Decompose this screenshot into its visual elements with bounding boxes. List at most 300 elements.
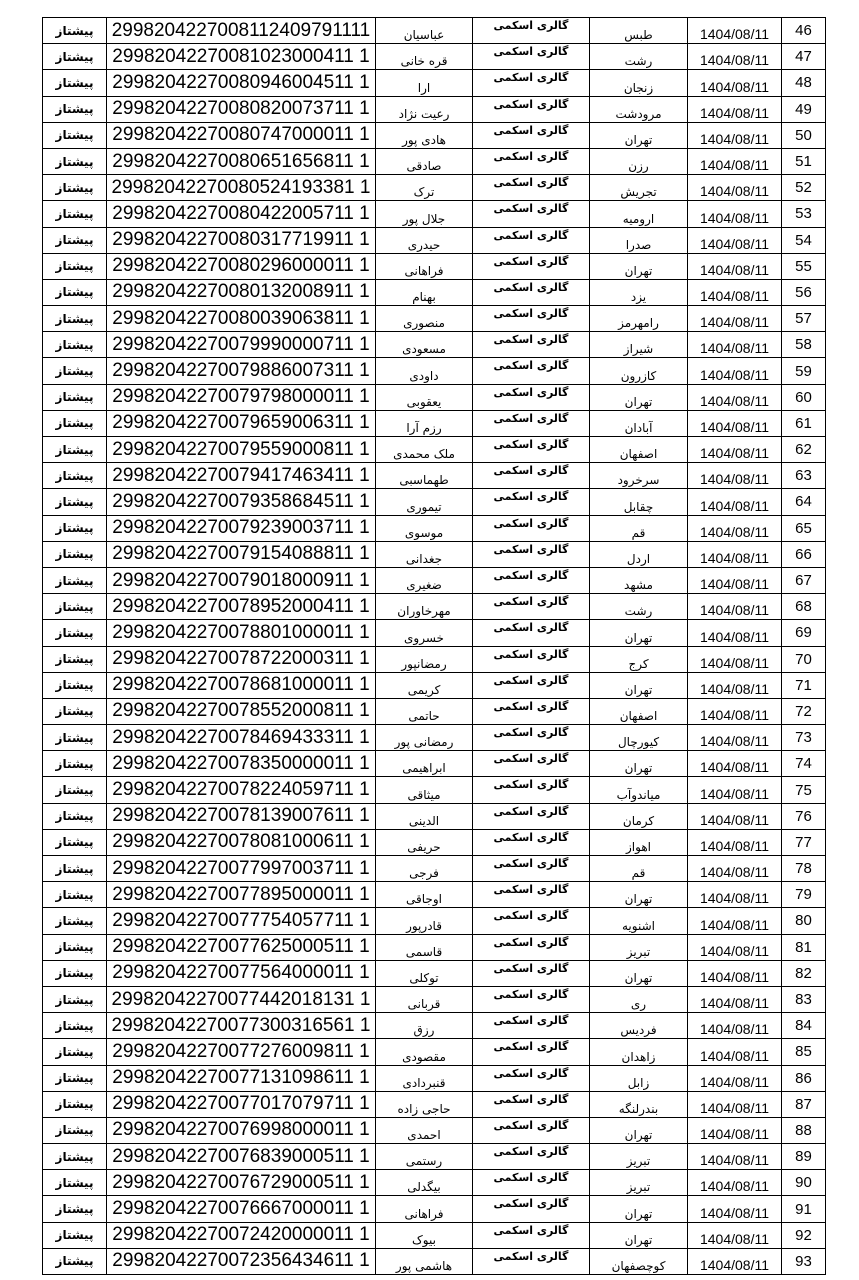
row-number-cell: 79	[782, 882, 826, 908]
sender-cell: گالری اسکمی	[473, 856, 590, 882]
table-row	[43, 1039, 826, 1065]
table-row	[43, 122, 826, 148]
type-cell: پیشتاز	[43, 1091, 107, 1117]
tracking-code-cell: 29982042270078552000811 1	[107, 698, 376, 724]
sender-cell: گالری اسکمی	[473, 777, 590, 803]
sender-cell: گالری اسکمی	[473, 986, 590, 1012]
type-cell: پیشتاز	[43, 986, 107, 1012]
sender-cell: گالری اسکمی	[473, 646, 590, 672]
row-number-cell: 46	[782, 18, 826, 44]
row-number-cell: 88	[782, 1117, 826, 1143]
table-row	[43, 908, 826, 934]
customer-name-cell: طهماسبی	[376, 463, 473, 489]
sender-cell: گالری اسکمی	[473, 829, 590, 855]
tracking-code-cell: 29982042270078350000011 1	[107, 751, 376, 777]
date-cell: 1404/08/11	[688, 777, 782, 803]
tracking-code-cell: 29982042270079659006311 1	[107, 410, 376, 436]
date-cell: 1404/08/11	[688, 725, 782, 751]
date-cell: 1404/08/11	[688, 672, 782, 698]
table-row	[43, 882, 826, 908]
customer-name-cell: بهنام	[376, 279, 473, 305]
row-number-cell: 81	[782, 934, 826, 960]
customer-name-cell: بیگدلی	[376, 1170, 473, 1196]
city-cell: تهران	[590, 960, 688, 986]
tracking-code-cell: 29982042270077442018131 1	[107, 986, 376, 1012]
row-number-cell: 53	[782, 201, 826, 227]
date-cell: 1404/08/11	[688, 515, 782, 541]
customer-name-cell: تیموری	[376, 489, 473, 515]
type-cell: پیشتاز	[43, 70, 107, 96]
row-number-cell: 72	[782, 698, 826, 724]
customer-name-cell: موسوی	[376, 515, 473, 541]
date-cell: 1404/08/11	[688, 567, 782, 593]
city-cell: طبس	[590, 18, 688, 44]
city-cell: کیورچال	[590, 725, 688, 751]
row-number-cell: 82	[782, 960, 826, 986]
customer-name-cell: حریفی	[376, 829, 473, 855]
date-cell: 1404/08/11	[688, 18, 782, 44]
row-number-cell: 62	[782, 437, 826, 463]
sender-cell: گالری اسکمی	[473, 18, 590, 44]
type-cell: پیشتاز	[43, 437, 107, 463]
table-row	[43, 803, 826, 829]
table-row	[43, 227, 826, 253]
date-cell: 1404/08/11	[688, 175, 782, 201]
type-cell: پیشتاز	[43, 201, 107, 227]
sender-cell: گالری اسکمی	[473, 1222, 590, 1248]
date-cell: 1404/08/11	[688, 489, 782, 515]
type-cell: پیشتاز	[43, 1013, 107, 1039]
type-cell: پیشتاز	[43, 306, 107, 332]
sender-cell: گالری اسکمی	[473, 279, 590, 305]
type-cell: پیشتاز	[43, 96, 107, 122]
row-number-cell: 57	[782, 306, 826, 332]
table-row	[43, 698, 826, 724]
city-cell: تهران	[590, 751, 688, 777]
tracking-code-cell: 29982042270078139007611 1	[107, 803, 376, 829]
city-cell: بندرلنگه	[590, 1091, 688, 1117]
city-cell: قم	[590, 856, 688, 882]
type-cell: پیشتاز	[43, 1196, 107, 1222]
type-cell: پیشتاز	[43, 567, 107, 593]
table-row	[43, 201, 826, 227]
date-cell: 1404/08/11	[688, 44, 782, 70]
city-cell: اصفهان	[590, 437, 688, 463]
customer-name-cell: اوجاقی	[376, 882, 473, 908]
tracking-code-cell: 29982042270077625000511 1	[107, 934, 376, 960]
tracking-code-cell: 29982042270078681000011 1	[107, 672, 376, 698]
type-cell: پیشتاز	[43, 1144, 107, 1170]
customer-name-cell: ارا	[376, 70, 473, 96]
type-cell: پیشتاز	[43, 489, 107, 515]
date-cell: 1404/08/11	[688, 646, 782, 672]
row-number-cell: 80	[782, 908, 826, 934]
date-cell: 1404/08/11	[688, 306, 782, 332]
table-row	[43, 96, 826, 122]
tracking-code-cell: 29982042270077131098611 1	[107, 1065, 376, 1091]
row-number-cell: 74	[782, 751, 826, 777]
customer-name-cell: بیوک	[376, 1222, 473, 1248]
date-cell: 1404/08/11	[688, 620, 782, 646]
row-number-cell: 77	[782, 829, 826, 855]
table-row	[43, 18, 826, 44]
row-number-cell: 76	[782, 803, 826, 829]
sender-cell: گالری اسکمی	[473, 175, 590, 201]
sender-cell: گالری اسکمی	[473, 620, 590, 646]
city-cell: تهران	[590, 122, 688, 148]
customer-name-cell: مسعودی	[376, 332, 473, 358]
tracking-code-cell: 29982042270078469433311 1	[107, 725, 376, 751]
sender-cell: گالری اسکمی	[473, 882, 590, 908]
customer-name-cell: قربانی	[376, 986, 473, 1012]
type-cell: پیشتاز	[43, 175, 107, 201]
sender-cell: گالری اسکمی	[473, 934, 590, 960]
date-cell: 1404/08/11	[688, 410, 782, 436]
row-number-cell: 66	[782, 541, 826, 567]
date-cell: 1404/08/11	[688, 882, 782, 908]
table-row	[43, 410, 826, 436]
type-cell: پیشتاز	[43, 751, 107, 777]
customer-name-cell: احمدی	[376, 1117, 473, 1143]
city-cell: مشهد	[590, 567, 688, 593]
city-cell: رامهرمز	[590, 306, 688, 332]
date-cell: 1404/08/11	[688, 1013, 782, 1039]
customer-name-cell: منصوری	[376, 306, 473, 332]
row-number-cell: 52	[782, 175, 826, 201]
date-cell: 1404/08/11	[688, 358, 782, 384]
date-cell: 1404/08/11	[688, 751, 782, 777]
tracking-code-cell: 29982042270077017079711 1	[107, 1091, 376, 1117]
city-cell: تهران	[590, 672, 688, 698]
row-number-cell: 49	[782, 96, 826, 122]
table-row	[43, 148, 826, 174]
date-cell: 1404/08/11	[688, 594, 782, 620]
row-number-cell: 73	[782, 725, 826, 751]
sender-cell: گالری اسکمی	[473, 253, 590, 279]
row-number-cell: 93	[782, 1248, 826, 1274]
table-row	[43, 1091, 826, 1117]
date-cell: 1404/08/11	[688, 463, 782, 489]
sender-cell: گالری اسکمی	[473, 594, 590, 620]
table-row	[43, 358, 826, 384]
table-row	[43, 620, 826, 646]
sender-cell: گالری اسکمی	[473, 437, 590, 463]
city-cell: کرج	[590, 646, 688, 672]
row-number-cell: 69	[782, 620, 826, 646]
row-number-cell: 70	[782, 646, 826, 672]
customer-name-cell: عباسیان	[376, 18, 473, 44]
customer-name-cell: هاشمی پور	[376, 1248, 473, 1274]
tracking-code-cell: 29982042270078952000411 1	[107, 594, 376, 620]
table-row	[43, 646, 826, 672]
type-cell: پیشتاز	[43, 18, 107, 44]
tracking-code-cell: 29982042270079239003711 1	[107, 515, 376, 541]
customer-name-cell: رعیت نژاد	[376, 96, 473, 122]
tracking-code-cell: 29982042270079990000711 1	[107, 332, 376, 358]
table-row	[43, 1196, 826, 1222]
city-cell: تهران	[590, 1117, 688, 1143]
tracking-code-cell: 29982042270080820073711 1	[107, 96, 376, 122]
customer-name-cell: جغدانی	[376, 541, 473, 567]
type-cell: پیشتاز	[43, 960, 107, 986]
row-number-cell: 90	[782, 1170, 826, 1196]
date-cell: 1404/08/11	[688, 384, 782, 410]
table-row	[43, 384, 826, 410]
table-row	[43, 1248, 826, 1274]
row-number-cell: 51	[782, 148, 826, 174]
sender-cell: گالری اسکمی	[473, 1039, 590, 1065]
city-cell: شیراز	[590, 332, 688, 358]
type-cell: پیشتاز	[43, 410, 107, 436]
tracking-code-cell: 29982042270078722000311 1	[107, 646, 376, 672]
row-number-cell: 56	[782, 279, 826, 305]
type-cell: پیشتاز	[43, 227, 107, 253]
type-cell: پیشتاز	[43, 1039, 107, 1065]
city-cell: تجریش	[590, 175, 688, 201]
table-row	[43, 1144, 826, 1170]
date-cell: 1404/08/11	[688, 960, 782, 986]
tracking-code-cell: 29982042270072420000011 1	[107, 1222, 376, 1248]
table-row	[43, 829, 826, 855]
sender-cell: گالری اسکمی	[473, 1091, 590, 1117]
row-number-cell: 47	[782, 44, 826, 70]
sender-cell: گالری اسکمی	[473, 1117, 590, 1143]
city-cell: کوچصفهان	[590, 1248, 688, 1274]
table-row	[43, 1222, 826, 1248]
customer-name-cell: ترک	[376, 175, 473, 201]
customer-name-cell: قاسمی	[376, 934, 473, 960]
row-number-cell: 71	[782, 672, 826, 698]
table-row	[43, 332, 826, 358]
table-row	[43, 960, 826, 986]
tracking-code-cell: 29982042270076667000011 1	[107, 1196, 376, 1222]
type-cell: پیشتاز	[43, 620, 107, 646]
date-cell: 1404/08/11	[688, 332, 782, 358]
tracking-code-cell: 29982042270079358684511 1	[107, 489, 376, 515]
sender-cell: گالری اسکمی	[473, 515, 590, 541]
city-cell: کازرون	[590, 358, 688, 384]
row-number-cell: 75	[782, 777, 826, 803]
sender-cell: گالری اسکمی	[473, 567, 590, 593]
sender-cell: گالری اسکمی	[473, 70, 590, 96]
row-number-cell: 63	[782, 463, 826, 489]
sender-cell: گالری اسکمی	[473, 410, 590, 436]
date-cell: 1404/08/11	[688, 70, 782, 96]
date-cell: 1404/08/11	[688, 227, 782, 253]
table-row	[43, 175, 826, 201]
sender-cell: گالری اسکمی	[473, 306, 590, 332]
customer-name-cell: رمضانی پور	[376, 725, 473, 751]
date-cell: 1404/08/11	[688, 1039, 782, 1065]
table-row	[43, 1170, 826, 1196]
customer-name-cell: ملک محمدی	[376, 437, 473, 463]
city-cell: چقابل	[590, 489, 688, 515]
type-cell: پیشتاز	[43, 1248, 107, 1274]
date-cell: 1404/08/11	[688, 253, 782, 279]
row-number-cell: 55	[782, 253, 826, 279]
sender-cell: گالری اسکمی	[473, 332, 590, 358]
type-cell: پیشتاز	[43, 698, 107, 724]
row-number-cell: 59	[782, 358, 826, 384]
customer-name-cell: هادی پور	[376, 122, 473, 148]
tracking-code-cell: 29982042270077895000011 1	[107, 882, 376, 908]
table-row	[43, 463, 826, 489]
table-row	[43, 986, 826, 1012]
customer-name-cell: خسروی	[376, 620, 473, 646]
sender-cell: گالری اسکمی	[473, 201, 590, 227]
tracking-code-cell: 29982042270072356434611 1	[107, 1248, 376, 1274]
table-row	[43, 1065, 826, 1091]
table-row	[43, 672, 826, 698]
customer-name-cell: حاجی زاده	[376, 1091, 473, 1117]
city-cell: تهران	[590, 1222, 688, 1248]
date-cell: 1404/08/11	[688, 1065, 782, 1091]
table-row	[43, 253, 826, 279]
table-row	[43, 725, 826, 751]
sender-cell: گالری اسکمی	[473, 1196, 590, 1222]
row-number-cell: 61	[782, 410, 826, 436]
city-cell: قم	[590, 515, 688, 541]
tracking-code-cell: 29982042270078081000611 1	[107, 829, 376, 855]
city-cell: ری	[590, 986, 688, 1012]
type-cell: پیشتاز	[43, 332, 107, 358]
sender-cell: گالری اسکمی	[473, 908, 590, 934]
tracking-code-cell: 29982042270077300316561 1	[107, 1013, 376, 1039]
sender-cell: گالری اسکمی	[473, 672, 590, 698]
city-cell: یزد	[590, 279, 688, 305]
sender-cell: گالری اسکمی	[473, 1144, 590, 1170]
row-number-cell: 85	[782, 1039, 826, 1065]
customer-name-cell: فراهانی	[376, 1196, 473, 1222]
customer-name-cell: رمضانپور	[376, 646, 473, 672]
customer-name-cell: جلال پور	[376, 201, 473, 227]
tracking-code-cell: 29982042270079417463411 1	[107, 463, 376, 489]
table-row	[43, 777, 826, 803]
date-cell: 1404/08/11	[688, 1144, 782, 1170]
type-cell: پیشتاز	[43, 725, 107, 751]
type-cell: پیشتاز	[43, 803, 107, 829]
tracking-code-cell: 29982042270080132008911 1	[107, 279, 376, 305]
table-row	[43, 306, 826, 332]
row-number-cell: 50	[782, 122, 826, 148]
city-cell: تبریز	[590, 1170, 688, 1196]
city-cell: اصفهان	[590, 698, 688, 724]
city-cell: رزن	[590, 148, 688, 174]
customer-name-cell: میثاقی	[376, 777, 473, 803]
tracking-code-cell: 29982042270077564000011 1	[107, 960, 376, 986]
sender-cell: گالری اسکمی	[473, 384, 590, 410]
table-row	[43, 489, 826, 515]
table-row	[43, 541, 826, 567]
city-cell: اهواز	[590, 829, 688, 855]
date-cell: 1404/08/11	[688, 1170, 782, 1196]
sender-cell: گالری اسکمی	[473, 1013, 590, 1039]
city-cell: صدرا	[590, 227, 688, 253]
type-cell: پیشتاز	[43, 463, 107, 489]
city-cell: سرخرود	[590, 463, 688, 489]
tracking-code-cell: 29982042270077754057711 1	[107, 908, 376, 934]
table-row	[43, 279, 826, 305]
tracking-code-cell: 29982042270079018000911 1	[107, 567, 376, 593]
date-cell: 1404/08/11	[688, 148, 782, 174]
customer-name-cell: ضغیری	[376, 567, 473, 593]
customer-name-cell: مقصودی	[376, 1039, 473, 1065]
customer-name-cell: رزق	[376, 1013, 473, 1039]
city-cell: تبریز	[590, 934, 688, 960]
city-cell: تهران	[590, 620, 688, 646]
tracking-code-cell: 29982042270080422005711 1	[107, 201, 376, 227]
tracking-code-cell: 29982042270080946004511 1	[107, 70, 376, 96]
tracking-code-cell: 29982042270079798000011 1	[107, 384, 376, 410]
tracking-code-cell: 29982042270077276009811 1	[107, 1039, 376, 1065]
sender-cell: گالری اسکمی	[473, 1065, 590, 1091]
sender-cell: گالری اسکمی	[473, 698, 590, 724]
sender-cell: گالری اسکمی	[473, 725, 590, 751]
row-number-cell: 83	[782, 986, 826, 1012]
tracking-code-cell: 29982042270078801000011 1	[107, 620, 376, 646]
date-cell: 1404/08/11	[688, 803, 782, 829]
type-cell: پیشتاز	[43, 122, 107, 148]
type-cell: پیشتاز	[43, 646, 107, 672]
city-cell: تهران	[590, 384, 688, 410]
row-number-cell: 60	[782, 384, 826, 410]
row-number-cell: 48	[782, 70, 826, 96]
tracking-code-cell: 29982042270077997003711 1	[107, 856, 376, 882]
date-cell: 1404/08/11	[688, 437, 782, 463]
shipments-table	[42, 17, 826, 1275]
row-number-cell: 92	[782, 1222, 826, 1248]
city-cell: رشت	[590, 44, 688, 70]
sender-cell: گالری اسکمی	[473, 1170, 590, 1196]
sender-cell: گالری اسکمی	[473, 148, 590, 174]
table-row	[43, 1117, 826, 1143]
tracking-code-cell: 29982042270080747000011 1	[107, 122, 376, 148]
city-cell: زابل	[590, 1065, 688, 1091]
city-cell: تهران	[590, 882, 688, 908]
type-cell: پیشتاز	[43, 358, 107, 384]
customer-name-cell: توکلی	[376, 960, 473, 986]
tracking-code-cell: 29982042270076839000511 1	[107, 1144, 376, 1170]
row-number-cell: 86	[782, 1065, 826, 1091]
row-number-cell: 91	[782, 1196, 826, 1222]
date-cell: 1404/08/11	[688, 201, 782, 227]
tracking-code-cell: 29982042270079886007311 1	[107, 358, 376, 384]
type-cell: پیشتاز	[43, 829, 107, 855]
type-cell: پیشتاز	[43, 856, 107, 882]
tracking-code-cell: 29982042270079154088811 1	[107, 541, 376, 567]
table-row	[43, 856, 826, 882]
customer-name-cell: فراهانی	[376, 253, 473, 279]
date-cell: 1404/08/11	[688, 279, 782, 305]
customer-name-cell: قادرپور	[376, 908, 473, 934]
sender-cell: گالری اسکمی	[473, 803, 590, 829]
customer-name-cell: ابراهیمی	[376, 751, 473, 777]
customer-name-cell: مهرخاوران	[376, 594, 473, 620]
type-cell: پیشتاز	[43, 148, 107, 174]
city-cell: اشنویه	[590, 908, 688, 934]
city-cell: ارومیه	[590, 201, 688, 227]
city-cell: تهران	[590, 1196, 688, 1222]
customer-name-cell: قره خانی	[376, 44, 473, 70]
type-cell: پیشتاز	[43, 515, 107, 541]
table-row	[43, 44, 826, 70]
customer-name-cell: قنبردادی	[376, 1065, 473, 1091]
tracking-code-cell: 29982042270076998000011 1	[107, 1117, 376, 1143]
type-cell: پیشتاز	[43, 44, 107, 70]
row-number-cell: 78	[782, 856, 826, 882]
tracking-code-cell: 29982042270078224059711 1	[107, 777, 376, 803]
row-number-cell: 89	[782, 1144, 826, 1170]
